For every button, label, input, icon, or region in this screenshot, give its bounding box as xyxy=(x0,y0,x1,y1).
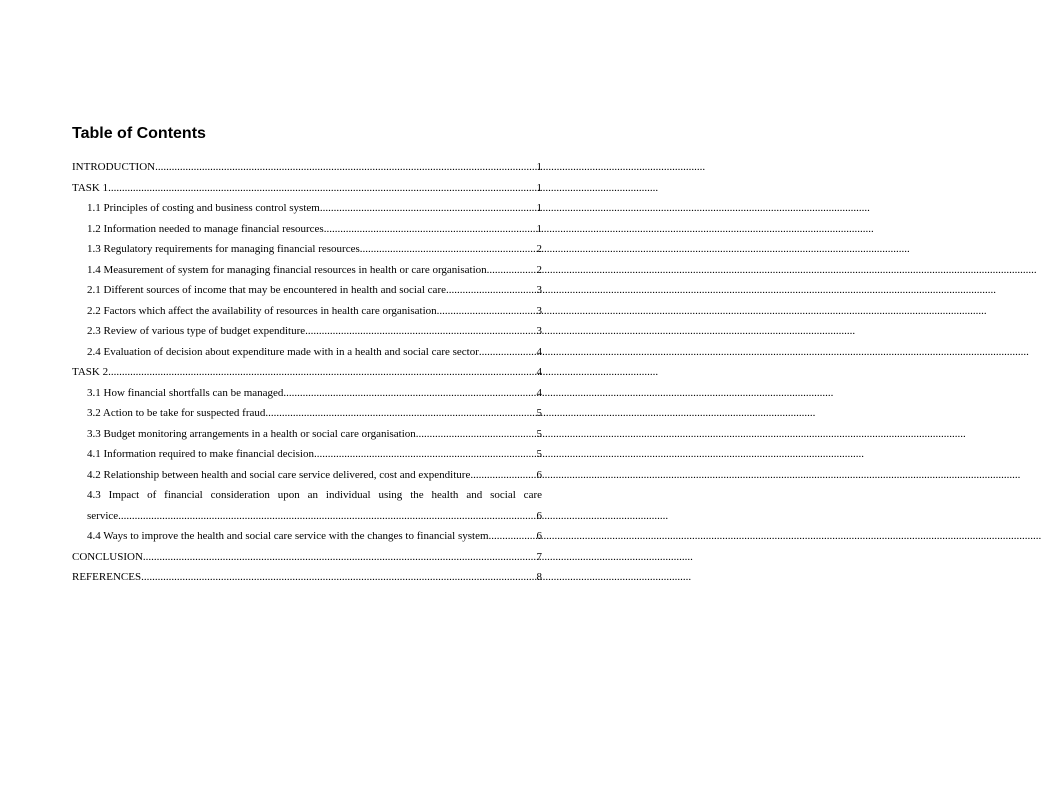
toc-leader xyxy=(283,383,536,404)
toc-leader xyxy=(305,321,536,342)
toc-leader xyxy=(141,567,536,588)
toc-entry-4-3-line2[interactable] xyxy=(72,506,542,527)
toc-page-number: 3 xyxy=(536,325,542,337)
toc-page-number: 2 xyxy=(536,263,542,276)
toc-entry-label: REFERENCES xyxy=(72,571,142,583)
toc-leader xyxy=(416,424,537,445)
toc-entry-4-1[interactable] xyxy=(72,444,542,465)
toc-entry-4-4[interactable] xyxy=(72,526,542,547)
toc-leader xyxy=(143,547,537,568)
toc-entry-2-1[interactable] xyxy=(72,280,542,301)
toc-leader xyxy=(491,526,536,547)
toc-entry-label: 2.2 Factors which affect the availability of resources in health care organisation xyxy=(87,304,437,317)
toc-leader xyxy=(437,301,537,322)
toc-page-number: 1 xyxy=(536,181,542,194)
toc-entry-introduction[interactable] xyxy=(72,157,542,178)
toc-entry-2-4[interactable] xyxy=(72,342,542,363)
toc-leader xyxy=(487,260,537,281)
toc-leader xyxy=(320,198,537,219)
toc-page-number: 1 xyxy=(536,202,542,214)
toc-entry-1-3[interactable] xyxy=(72,239,542,260)
toc-leader xyxy=(446,280,537,301)
toc-leader xyxy=(265,403,536,424)
toc-entry-label: 4.1 Information required to make financial decision xyxy=(87,448,314,460)
toc-entry-label: INTRODUCTION xyxy=(72,161,156,173)
toc-entry-conclusion[interactable] xyxy=(72,547,542,568)
toc-entry-label: TASK 2 xyxy=(72,366,109,378)
toc-entry-label: 4.3 Impact of financial consideration upon an individual using the health and social care xyxy=(87,489,542,501)
toc-entry-label: 3.3 Budget monitoring arrangements in a health or social care organisation xyxy=(87,427,416,440)
toc-leader xyxy=(479,342,537,363)
toc-page-number: 5 xyxy=(536,407,542,419)
toc-entry-label: 2.3 Review of various type of budget expenditure xyxy=(87,325,306,337)
toc-page-number: 4 xyxy=(536,386,542,399)
toc-page-number: 5 xyxy=(536,448,542,460)
toc-page-number: 7 xyxy=(536,550,542,563)
toc-leader xyxy=(155,157,536,178)
toc-leader xyxy=(470,465,536,486)
toc-entry-label: TASK 1 xyxy=(72,181,109,194)
toc-page-number: 5 xyxy=(536,427,542,440)
toc-entry-label: 2.1 Different sources of income that may be encountered in health and social care xyxy=(87,284,446,296)
toc-entry-3-2[interactable] xyxy=(72,403,542,424)
toc-entry-label-continued: service xyxy=(87,509,119,522)
toc-leader xyxy=(118,506,536,527)
toc-entry-3-1[interactable] xyxy=(72,383,542,404)
toc-entry-task-1[interactable] xyxy=(72,178,542,199)
toc-entry-2-3[interactable] xyxy=(72,321,542,342)
toc-page-number: 6 xyxy=(536,468,542,481)
toc-page-number: 8 xyxy=(536,571,542,583)
toc-leader xyxy=(108,178,536,199)
toc-entry-1-1[interactable] xyxy=(72,198,542,219)
toc-page-number: 2 xyxy=(536,243,542,255)
toc-entry-label: 3.1 How financial shortfalls can be managed xyxy=(87,386,284,399)
toc-page-number: 4 xyxy=(536,345,542,358)
toc-page-number: 6 xyxy=(536,530,542,542)
toc-leader xyxy=(324,219,537,240)
toc-page-number: 1 xyxy=(536,161,542,173)
toc-leader xyxy=(360,239,537,260)
toc-page-number: 6 xyxy=(536,509,542,522)
toc-entry-label: 1.3 Regulatory requirements for managing financial resources xyxy=(87,243,360,255)
toc-leader xyxy=(314,444,537,465)
toc-entry-references[interactable] xyxy=(72,567,542,588)
toc-leader xyxy=(108,362,536,383)
toc-page-number: 4 xyxy=(536,366,542,378)
toc-page-number: 3 xyxy=(536,304,542,317)
toc-entry-1-2[interactable] xyxy=(72,219,542,240)
toc-entry-label: 1.1 Principles of costing and business control system xyxy=(87,202,320,214)
toc-entry-1-4[interactable] xyxy=(72,260,542,281)
toc-entry-3-3[interactable] xyxy=(72,424,542,445)
toc-title: Table of Contents xyxy=(72,125,206,142)
toc-entry-label: 4.4 Ways to improve the health and social care service with the changes to financial system. xyxy=(87,530,492,542)
toc-entry-2-2[interactable] xyxy=(72,301,542,322)
toc-entry-task-2[interactable] xyxy=(72,362,542,383)
toc-entry-4-3-line1[interactable] xyxy=(72,485,542,506)
toc-page-number: 3 xyxy=(536,284,542,296)
toc-entry-label: CONCLUSION xyxy=(72,550,143,563)
table-of-contents xyxy=(72,157,542,588)
toc-entry-label: 1.2 Information needed to manage financial resources xyxy=(87,222,324,235)
toc-entry-4-2[interactable] xyxy=(72,465,542,486)
toc-entry-label: 2.4 Evaluation of decision about expenditure made with in a health and social care sector xyxy=(87,345,479,358)
toc-entry-label: 1.4 Measurement of system for managing financial resources in health or care organisation xyxy=(87,263,487,276)
toc-entry-label: 3.2 Action to be take for suspected fraud xyxy=(87,407,266,419)
toc-entry-label: 4.2 Relationship between health and social care service delivered, cost and expenditure xyxy=(87,468,471,481)
toc-page-number: 1 xyxy=(536,222,542,235)
